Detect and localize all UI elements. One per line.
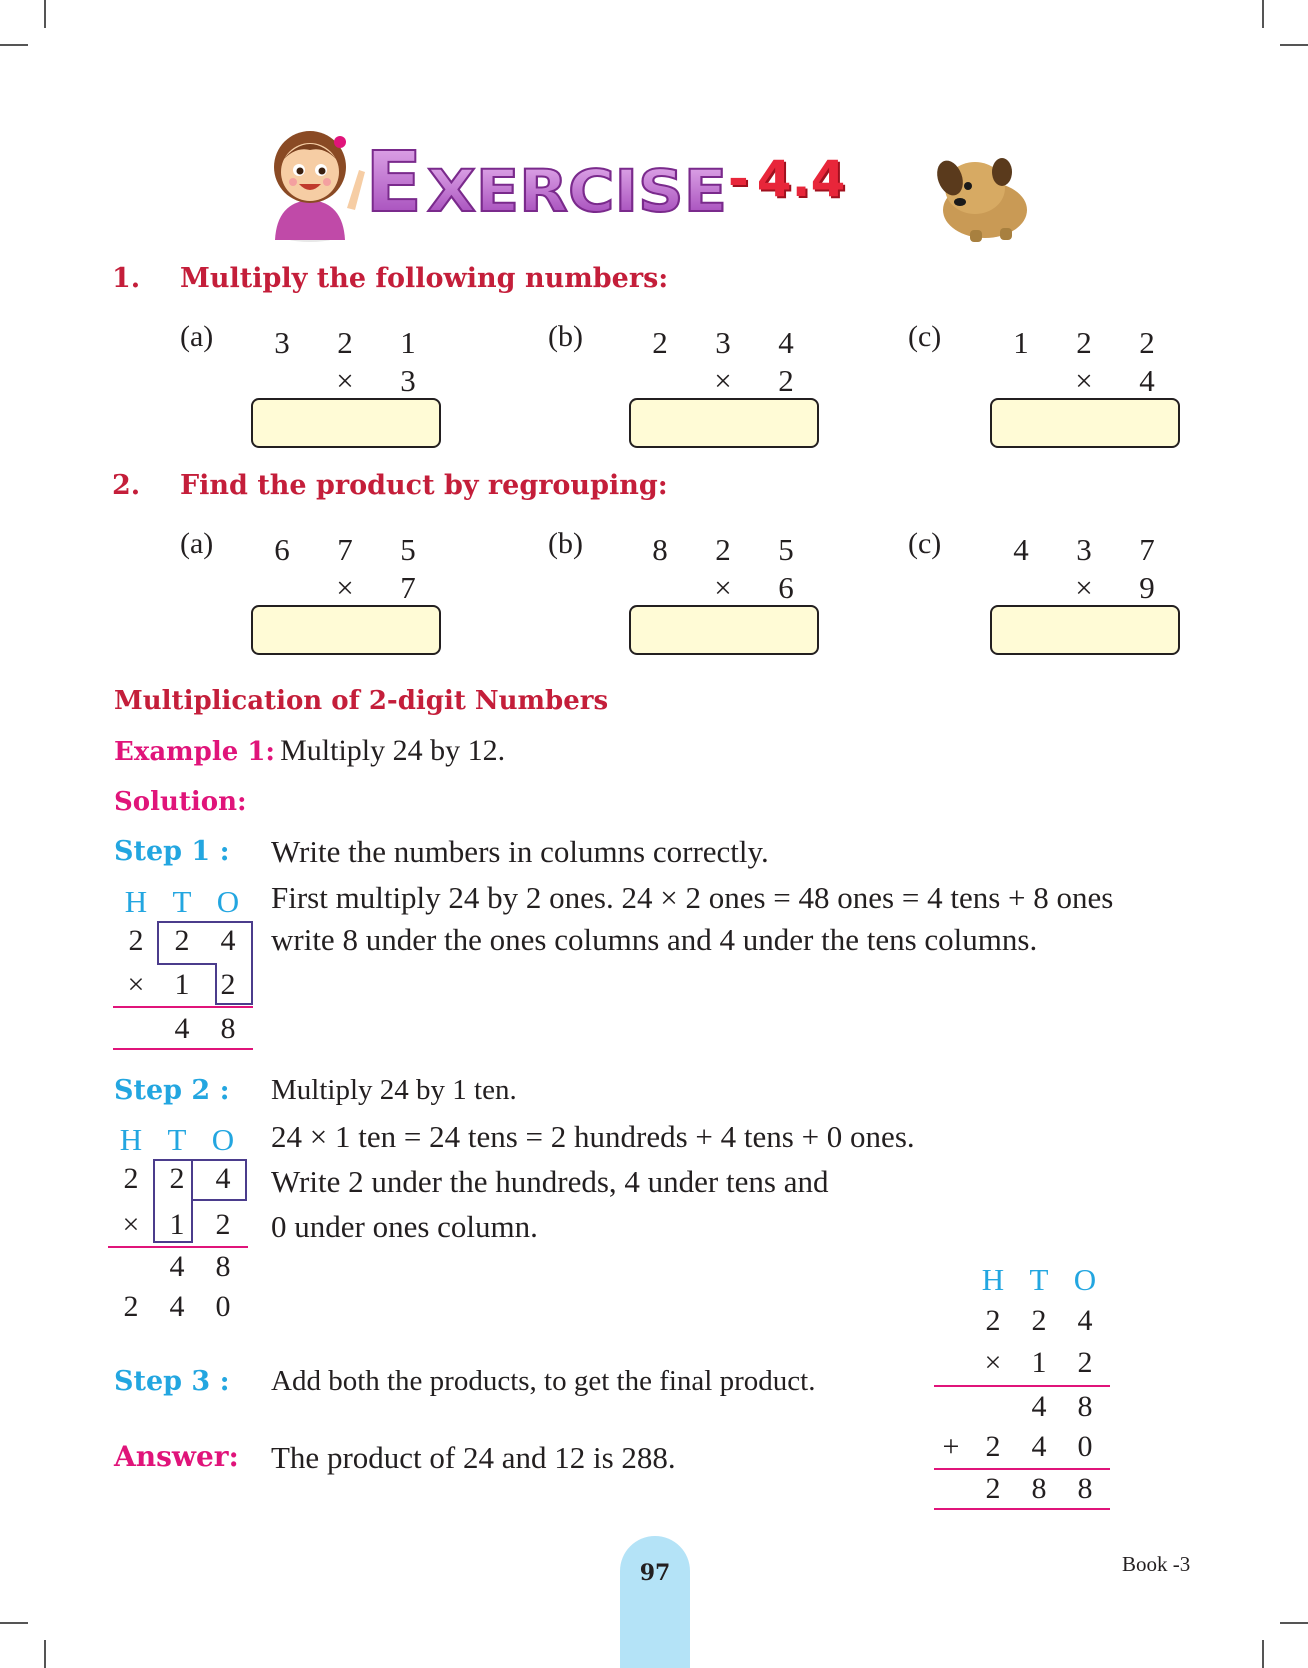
- step-2-line: Multiply 24 by 1 ten.: [271, 1074, 517, 1106]
- crop-mark: [0, 1622, 28, 1624]
- table-digit: 2: [985, 1430, 1001, 1463]
- table-digit: ×: [127, 968, 145, 1001]
- question-1-text: Multiply the following numbers:: [180, 263, 669, 294]
- table-digit: 0: [1077, 1430, 1093, 1463]
- table-digit: 2: [985, 1472, 1001, 1505]
- digit: 3: [715, 325, 731, 360]
- digit: 7: [337, 532, 353, 567]
- answer-box-q2b[interactable]: [629, 605, 819, 655]
- girl-mascot-icon: [255, 112, 375, 242]
- title-num-a: 4: [756, 150, 792, 208]
- digit: 3: [1076, 532, 1092, 567]
- digit: 5: [778, 532, 794, 567]
- table-digit: 4: [220, 924, 236, 957]
- table-digit: 4: [169, 1250, 185, 1283]
- table-digit: 2: [1031, 1304, 1047, 1337]
- exercise-word: E: [365, 133, 423, 231]
- page-tab: [620, 1536, 690, 1668]
- answer-box-q1a[interactable]: [251, 398, 441, 448]
- sum-line: [934, 1468, 1110, 1470]
- plus-sign: +: [942, 1430, 960, 1463]
- question-1-number: 1.: [112, 263, 141, 294]
- table-digit: 1: [174, 968, 190, 1001]
- q2a-label: (a): [180, 527, 214, 560]
- answer-box-q2c[interactable]: [990, 605, 1180, 655]
- digit: 6: [778, 570, 794, 605]
- step-1-line: write 8 under the ones columns and 4 under the tens columns.: [271, 922, 1038, 957]
- table-digit: 2: [128, 924, 144, 957]
- sum-line: [934, 1385, 1110, 1387]
- highlight-frame: [150, 1158, 250, 1246]
- crop-mark: [44, 1640, 46, 1668]
- table-digit: ×: [122, 1208, 140, 1241]
- digit: 2: [778, 363, 794, 398]
- page-number: 97: [639, 1560, 671, 1586]
- digit: 4: [778, 325, 794, 360]
- step-1-line: Write the numbers in columns correctly.: [271, 834, 769, 869]
- exercise-title: [365, 115, 765, 235]
- digit: 3: [400, 363, 416, 398]
- hto-head: H: [981, 1262, 1005, 1297]
- exercise-word-rest: XERCISE: [427, 157, 727, 225]
- table-digit: 8: [215, 1250, 231, 1283]
- table-digit: 8: [1077, 1472, 1093, 1505]
- question-2-number: 2.: [112, 470, 141, 501]
- step-2-label: Step 2 :: [114, 1075, 230, 1106]
- puppy-icon: [930, 150, 1040, 245]
- example-label: Example 1:: [114, 737, 276, 767]
- table-digit: 2: [215, 1208, 231, 1241]
- example-text: Multiply 24 by 12.: [280, 734, 506, 767]
- times-sign: ×: [984, 1346, 1002, 1379]
- digit: 2: [715, 532, 731, 567]
- step-2-line: Write 2 under the hundreds, 4 under tens and: [271, 1164, 829, 1199]
- hto-head: H: [124, 884, 148, 919]
- highlight-frame: [150, 920, 260, 1008]
- table-digit: 4: [1031, 1390, 1047, 1423]
- table-digit: 2: [123, 1290, 139, 1323]
- title-dash: -: [728, 150, 749, 208]
- step-1-line: First multiply 24 by 2 ones. 24 × 2 ones = 48 ones = 4 tens + 8 ones: [271, 880, 1114, 915]
- crop-mark: [44, 0, 46, 28]
- table-digit: 1: [1031, 1346, 1047, 1379]
- table-digit: 1: [169, 1208, 185, 1241]
- table-digit: 2: [985, 1304, 1001, 1337]
- title-dot: .: [791, 150, 811, 208]
- hto-head: O: [211, 1122, 235, 1157]
- table-digit: 4: [1077, 1304, 1093, 1337]
- step-2-line: 0 under ones column.: [271, 1209, 538, 1244]
- digit: 1: [1013, 325, 1029, 360]
- question-2-text: Find the product by regrouping:: [180, 470, 668, 501]
- hto-head: H: [119, 1122, 143, 1157]
- hto-head: T: [167, 1122, 187, 1157]
- times-sign: ×: [1075, 363, 1093, 398]
- times-sign: ×: [336, 363, 354, 398]
- digit: 2: [1076, 325, 1092, 360]
- table-digit: 2: [1077, 1346, 1093, 1379]
- book-label: Book -3: [1122, 1552, 1191, 1576]
- section-title: Multiplication of 2-digit Numbers: [114, 686, 609, 716]
- answer-label: Answer:: [114, 1440, 239, 1473]
- digit: 6: [274, 532, 290, 567]
- digit: 4: [1013, 532, 1029, 567]
- crop-mark: [1280, 1622, 1308, 1624]
- answer-box-q2a[interactable]: [251, 605, 441, 655]
- crop-mark: [1262, 0, 1264, 28]
- sum-line: [108, 1246, 248, 1248]
- step-3-label: Step 3 :: [114, 1366, 230, 1397]
- digit: 3: [274, 325, 290, 360]
- digit: 7: [400, 570, 416, 605]
- table-digit: 4: [1031, 1430, 1047, 1463]
- table-digit: 4: [174, 1012, 190, 1045]
- table-digit: 4: [215, 1162, 231, 1195]
- q2c-label: (c): [908, 527, 942, 560]
- table-digit: 8: [1031, 1472, 1047, 1505]
- table-digit: 2: [220, 968, 236, 1001]
- answer-box-q1c[interactable]: [990, 398, 1180, 448]
- hto-head: T: [172, 884, 192, 919]
- hto-head: O: [216, 884, 240, 919]
- digit: 7: [1139, 532, 1155, 567]
- table-digit: 8: [1077, 1390, 1093, 1423]
- digit: 5: [400, 532, 416, 567]
- step-2-line: 24 × 1 ten = 24 tens = 2 hundreds + 4 tens + 0 ones.: [271, 1119, 915, 1154]
- crop-mark: [1280, 44, 1308, 46]
- sum-line: [934, 1508, 1110, 1510]
- hto-head: O: [1073, 1262, 1097, 1297]
- q1a-label: (a): [180, 320, 214, 353]
- times-sign: ×: [336, 570, 354, 605]
- q1b-label: (b): [548, 320, 583, 353]
- crop-mark: [0, 44, 28, 46]
- q1c-label: (c): [908, 320, 942, 353]
- crop-mark: [1262, 1640, 1264, 1668]
- table-digit: 4: [169, 1290, 185, 1323]
- digit: 2: [337, 325, 353, 360]
- step-3-text: Add both the products, to get the final product.: [271, 1365, 816, 1397]
- times-sign: ×: [1075, 570, 1093, 605]
- digit: 4: [1139, 363, 1155, 398]
- answer-text: The product of 24 and 12 is 288.: [271, 1440, 676, 1475]
- digit: 9: [1139, 570, 1155, 605]
- table-digit: 2: [169, 1162, 185, 1195]
- q2b-label: (b): [548, 527, 583, 560]
- digit: 2: [1139, 325, 1155, 360]
- times-sign: ×: [714, 363, 732, 398]
- table-digit: 8: [220, 1012, 236, 1045]
- solution-label: Solution:: [114, 787, 247, 817]
- step-1-label: Step 1 :: [114, 836, 230, 867]
- table-digit: 0: [215, 1290, 231, 1323]
- sum-line: [113, 1048, 253, 1050]
- table-digit: 2: [174, 924, 190, 957]
- digit: 2: [652, 325, 668, 360]
- answer-box-q1b[interactable]: [629, 398, 819, 448]
- example-line: [114, 734, 505, 768]
- digit: 1: [400, 325, 416, 360]
- digit: 8: [652, 532, 668, 567]
- title-num-b: 4: [810, 150, 846, 208]
- exercise-number: [728, 150, 845, 230]
- hto-head: T: [1029, 1262, 1049, 1297]
- times-sign: ×: [714, 570, 732, 605]
- table-digit: 2: [123, 1162, 139, 1195]
